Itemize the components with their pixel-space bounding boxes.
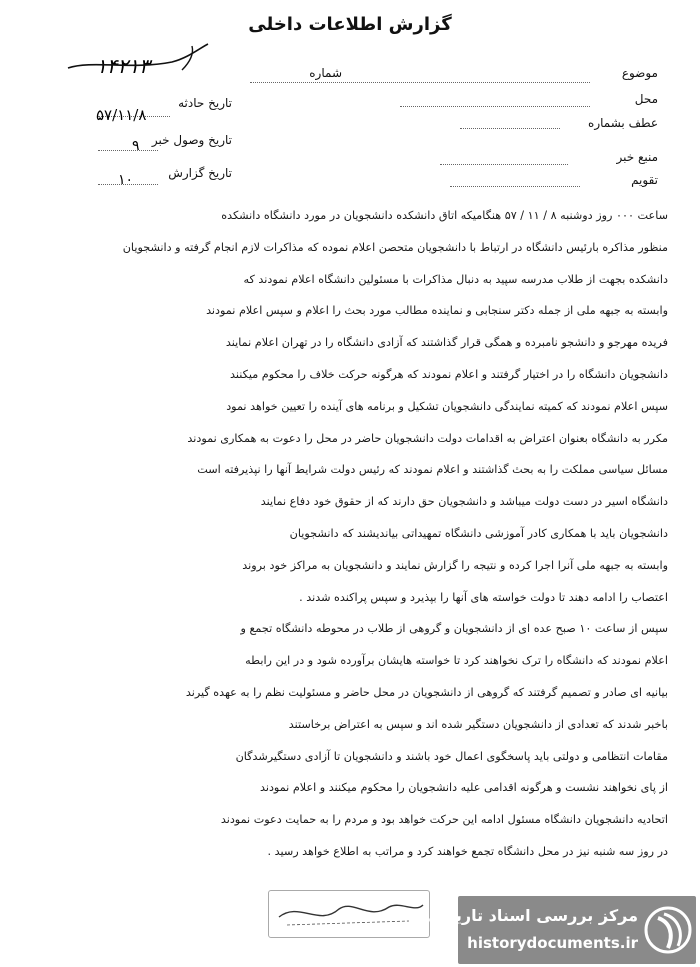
- body-line: در روز سه شنبه نیز در محل دانشگاه تجمع خواهند کرد و مراتب به اطلاع خواهد رسید .: [267, 844, 668, 858]
- body-line: سپس از ساعت ۱۰ صبح عده ای از دانشجویان و گروهی از طلاب در محوطه دانشگاه تجمع و: [240, 622, 668, 636]
- received-date-label: تاریخ وصول خبر: [151, 133, 232, 147]
- body-line: دانشکده بجهت از طلاب مدرسه سپید به دنبال مذاکرات با مسئولین دانشگاه اعلام نمودند که: [243, 272, 668, 286]
- received-date-fill-line: [98, 150, 158, 151]
- handwritten-received-date: ۹: [132, 138, 140, 154]
- body-line: فریده مهرجو و دانشجو نامبرده و همگی قرار گذاشتند که آزادی دانشگاه را در تهران اعلام نمایند: [225, 336, 668, 350]
- body-line: دانشجویان دانشگاه را در اختیار گرفتند و اعلام نمودند که هرگونه حرکت خلاف را محکوم میکنند: [230, 367, 668, 381]
- body-line: منظور مذاکره بارئیس دانشگاه در ارتباط با دانشجویان متحصن اعلام نموده که مذاکرات لازم انجام گرفته و دانشجویان: [122, 240, 668, 254]
- body-line: بیانیه ای صادر و تصمیم گرفتند که گروهی از دانشجویان در محل حاضر و مسئولیت نظم را به عهده گیرند: [185, 685, 668, 699]
- body-line: وابسته به جبهه ملی از جمله دکتر سنجابی و نماینده مطالب مورد بحث را اعلام و سپس اعلام نمودند: [206, 304, 668, 318]
- assessment-label: تقویم: [631, 173, 658, 187]
- location-label: محل: [634, 92, 658, 106]
- location-fill-line: [400, 106, 590, 107]
- body-line: اتحادیه دانشجویان دانشگاه مسئول ادامه این حرکت خواهد بود و مردم را به حمایت دعوت نمودند: [220, 813, 668, 827]
- archive-logo-name: مرکز بررسی اسناد تاریخی: [428, 906, 638, 925]
- handwritten-incident-date: ۵۷/۱۱/۸: [96, 106, 147, 124]
- body-line: مکرر به دانشگاه بعنوان اعتراض به اقدامات دولت دانشجویان حاضر در محل را دعوت به همکاری نمودند: [187, 431, 668, 445]
- body-line: مسائل سیاسی مملکت را به بحث گذاشتند و اعلام نمودند که رئیس دولت شرایط آنها را نپذیرفته است: [197, 463, 668, 477]
- body-line: مقامات انتظامی و دولتی باید پاسخگوی اعمال خود باشند و دانشجویان تا آزادی دستگیرشدگان: [235, 749, 668, 763]
- report-body: [28, 200, 668, 868]
- body-line: دانشگاه اسیر در دست دولت میباشد و دانشجویان حق دارند که از حقوق خود دفاع نمایند: [260, 495, 668, 509]
- subject-label: موضوع: [621, 66, 658, 80]
- body-line: وابسته به جبهه ملی آنرا اجرا کرده و نتیجه را گزارش نمایند و دانشجویان به مراکز خود بروند: [242, 558, 668, 572]
- report-title: گزارش اطلاعات داخلی: [248, 14, 452, 35]
- body-line: باخبر شدند که تعدادی از دانشجویان دستگیر شده اند و سپس به اعتراض برخاستند: [288, 717, 668, 731]
- assessment-fill-line: [450, 186, 580, 187]
- handwritten-signature-stroke: [62, 40, 212, 80]
- archive-logo-icon: [644, 904, 692, 956]
- subject-fill-line: [250, 82, 590, 83]
- archive-logo-url: historydocuments.ir: [467, 934, 638, 952]
- body-line: سپس اعلام نمودند که کمیته نمایندگی دانشجویان تشکیل و برنامه های آینده را تعیین خواهد نمود: [226, 399, 668, 413]
- incident-date-label: تاریخ حادثه: [178, 96, 232, 110]
- source-label: منبع خبر: [616, 150, 658, 164]
- source-fill-line: [440, 164, 568, 165]
- followup-fill-line: [460, 128, 560, 129]
- handwritten-number: ۱۴۲۱۳: [96, 54, 150, 78]
- archive-logo: [428, 896, 696, 964]
- body-line: ساعت ۰۰۰ روز دوشنبه ۸ / ۱۱ / ۵۷ هنگامیکه اتاق دانشکده دانشجویان در مورد دانشگاه دانشکده: [221, 209, 668, 222]
- body-line: اعتصاب را ادامه دهند تا دولت خواسته های آنها را بپذیرد و سپس پراکنده شدند .: [299, 590, 668, 604]
- number-label: شماره: [309, 66, 342, 80]
- body-line: دانشجویان باید با همکاری کادر آموزشی دانشگاه تمهیداتی بیاندیشند که دانشجویان: [289, 526, 668, 540]
- signature-stamp: [268, 890, 430, 938]
- handwritten-report-date: ۱۰: [118, 172, 134, 188]
- body-line: اعلام نمودند که دانشگاه را ترک نخواهند کرد تا خواسته هایشان برآورده شود و در این رابطه: [245, 654, 668, 668]
- followup-label: عطف بشماره: [588, 116, 658, 130]
- body-line: از پای نخواهند نشست و هرگونه اقدامی علیه دانشجویان را محکوم میکنند و اعلام نمودند: [259, 781, 668, 795]
- report-date-label: تاریخ گزارش: [168, 166, 232, 180]
